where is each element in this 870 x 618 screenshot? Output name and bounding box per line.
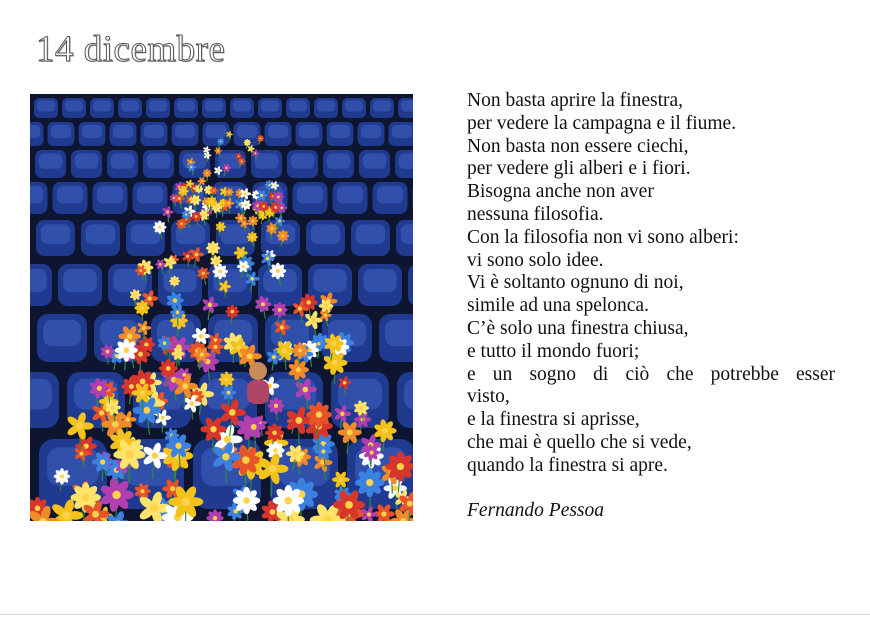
flower-center [222,202,224,204]
flower-center [278,220,281,223]
flower-center [142,326,146,330]
flower-center [99,410,104,415]
flower-center [150,504,158,512]
flower-center [366,479,373,486]
poem-line: per vedere la campagna e il fiume. [467,112,737,134]
flower-center [266,257,270,261]
flower-center [268,465,276,473]
flower-center [182,373,186,377]
poem-line: Non basta aprire la finestra, [467,90,684,111]
poem-line: che mai è quello che si vede, [467,431,692,453]
flower-center [182,190,185,193]
seat-back-highlight [111,153,135,168]
flower-center [139,269,142,272]
flower-center [274,184,276,186]
seat-back-highlight [363,269,396,292]
flower-center [180,223,183,226]
seat-back-highlight [377,186,404,204]
flower-center [97,386,102,391]
flower-center [392,485,398,491]
flower-center [324,304,328,308]
flower-center [148,296,152,300]
seat-back-highlight [37,100,55,111]
seat-back-highlight [385,320,413,346]
flower-center [219,226,222,229]
flower-center [163,341,167,345]
poem-line: C’è solo una finestra chiusa, [467,317,689,339]
seat-back-highlight [51,125,72,138]
flower-center [298,348,302,352]
seat-back-highlight [311,224,341,244]
flower-center [92,511,99,518]
flower-center [229,409,236,416]
poem-author: Fernando Pessoa [467,500,605,522]
flower-center [220,140,222,142]
flower-center [168,261,171,264]
seat-back-highlight [313,269,346,292]
seat-back-highlight [63,269,96,292]
seat-back-highlight [75,153,99,168]
flower-center [152,452,159,459]
flower-center [345,501,353,509]
flower-center [138,352,143,357]
poem-line: e tutto il mondo fuori; [467,340,640,362]
poem-line: Vi è soltanto ognuno di noi, [467,272,684,294]
flower-center [278,308,282,312]
flower-center [243,222,245,224]
seat-back-highlight [41,224,71,244]
flower-center [317,342,320,345]
flower-center [158,226,161,229]
flower-center [170,486,175,491]
flower-center [251,236,254,239]
flower-center [284,497,292,505]
flower-center [159,263,162,266]
flower-center [217,150,219,152]
seat-back-highlight [361,125,382,138]
flower-center [178,197,181,200]
flower-center [231,310,234,313]
flower-center [382,428,388,434]
flower-center [280,207,283,210]
flower-center [407,501,413,507]
flower-center [276,269,280,273]
flower-center [261,302,265,306]
flower-center [35,506,41,512]
flower-center [224,436,231,443]
flower-center [242,265,245,268]
flower-center [208,303,212,307]
flower-center [280,325,284,329]
seat-back-highlight [86,224,116,244]
flower-center [175,443,181,449]
seat-back-highlight [327,153,351,168]
seat-back-highlight [297,186,324,204]
flower-center [262,213,265,216]
flower-center [228,191,230,193]
seat-back-highlight [356,224,386,244]
flower-center [254,152,256,154]
flower-center [311,318,316,323]
seat-back-highlight [205,100,223,111]
seat-back-highlight [82,125,103,138]
seat-back-highlight [373,100,391,111]
poem-line: Bisogna anche non aver [467,181,654,203]
flower-center [223,285,226,288]
flower-center [321,449,325,453]
seat-back-highlight [317,100,335,111]
flower-center [202,214,205,217]
flower-center [303,387,309,393]
flower-center [210,200,213,203]
poem-line: e un sogno di ciò che potrebbe esser [467,363,835,385]
flower-center [206,172,208,174]
flower-center [244,192,247,195]
flower-center [262,205,265,208]
flower-center [252,220,255,223]
flower-center [143,407,150,414]
flower-center [190,161,192,163]
flower-center [332,360,338,366]
flower-center [217,169,219,171]
seat-back-highlight [401,224,413,244]
flower-center [213,516,217,520]
seat-back-highlight [268,125,289,138]
seat-back-highlight [237,125,258,138]
poem-line: nessuna filosofia. [467,203,604,225]
flower-center [199,334,203,338]
flower-center [211,246,214,249]
bottom-divider [0,614,870,615]
flower-center [295,417,302,424]
flower-center [250,148,252,150]
flower-center [340,412,344,416]
flower-center [129,384,134,389]
flower-center [347,430,353,436]
flower-center [277,196,280,199]
flower-center [210,426,216,432]
flower-center [260,194,263,197]
seat-back-highlight [175,125,196,138]
seat-back-highlight [149,100,167,111]
flower-center [270,509,276,515]
seat-back-highlight [337,186,364,204]
flower-center [190,401,194,405]
poem-line: Non basta non essere ciechi, [467,135,689,157]
seat-back-highlight [163,269,196,292]
flower-center [161,416,165,420]
flower-center [215,260,218,263]
seat-back-highlight [121,100,139,111]
figure-head [249,362,267,380]
seat-back-highlight [206,125,227,138]
flower-theater-painting [30,94,413,521]
flower-center [173,197,175,199]
flower-center [343,381,346,384]
poem-line: visto, [467,386,510,408]
flower-center [250,277,254,281]
flower-center [182,383,188,389]
flower-center [185,213,187,215]
flower-center [225,167,227,169]
flower-center [238,155,240,157]
flower-center [127,334,133,340]
flower-center [272,431,277,436]
flower-center [296,367,301,372]
poem-line: e la finestra si aprisse, [467,409,640,431]
flower-center [227,202,230,205]
flower-center [397,463,404,470]
flower-center [293,451,298,456]
flower-center [359,406,363,410]
flower-center [225,377,229,381]
seat-back-highlight [97,186,124,204]
flower-center [176,352,179,355]
flower-center [218,270,222,274]
flower-center [339,477,343,481]
flower-center [251,424,257,430]
flower-center [242,456,250,464]
flower-center [186,255,189,258]
flower-center [140,379,146,385]
flower-center [194,199,197,202]
flower-center [247,353,253,359]
flower-center [202,272,205,275]
flower-center [223,190,225,192]
flower-center [239,217,242,220]
flower-center [140,306,144,310]
flower-center [215,206,218,209]
poem [467,90,835,523]
poem-line: Con la filosofia non vi sono alberi: [467,226,739,248]
flower-center [80,452,84,456]
flower-center [62,511,70,519]
flower-center [166,366,171,371]
seat-back-highlight [363,153,387,168]
flower-center [173,298,177,302]
seat-back-highlight [399,153,413,168]
page-title: 14 dicembre [36,29,226,70]
seat-back-highlight [392,125,413,138]
seat-back-highlight [93,100,111,111]
flower-center [246,142,248,144]
seat-back-highlight [233,100,251,111]
flower-center [241,160,243,162]
flower-center [144,342,148,346]
poem-line: quando la finestra si apre. [467,454,668,476]
seat-back-highlight [401,100,413,111]
seat-back-highlight [137,186,164,204]
seat-back-highlight [291,153,315,168]
flower-center [272,355,276,359]
flower-center [190,166,192,168]
seat-back-highlight [43,320,81,346]
flower-center [245,203,248,206]
flower-center [194,253,198,257]
illustration [30,94,413,521]
flower-center [243,497,250,504]
seat-back-highlight [345,100,363,111]
flower-center [227,391,231,395]
flower-center [274,404,278,408]
flower-center [367,512,371,516]
flower-center [140,390,145,395]
flower-center [100,459,105,464]
flower-center [222,453,229,460]
flower-center [208,189,210,191]
flower-center [381,511,386,516]
poem-line: per vedere gli alberi e i fiori. [467,158,691,180]
flower-center [126,417,130,421]
flower-center [140,489,144,493]
flower-center [260,138,262,140]
flower-center [206,149,208,151]
flower-center [134,293,137,296]
flower-center [268,184,270,186]
flower-center [182,498,190,506]
flower-center [273,448,277,452]
seat-back-highlight [113,125,134,138]
flower-center [112,491,120,499]
seat-back-highlight [330,125,351,138]
seat-back-highlight [289,100,307,111]
flower-center [213,189,215,191]
flower-center [213,345,217,349]
flower-center [201,180,203,182]
flower-center [123,347,129,353]
flower-center [298,307,302,311]
seat-back-highlight [65,100,83,111]
seat-back-highlight [144,125,165,138]
poem-line: simile ad una spelonca. [467,295,649,317]
flower-center [189,183,191,185]
flower-center [282,348,287,353]
seat-back-highlight [299,125,320,138]
flower-center [370,451,374,455]
seat-back-highlight [30,269,47,292]
seat-back-highlight [261,100,279,111]
seat-back-highlight [255,153,279,168]
flower-center [239,251,242,254]
seat-back-highlight [177,100,195,111]
seat-back-highlight [30,379,52,410]
flower-center [324,314,327,317]
flower-center [271,227,274,230]
flower-center [200,353,204,357]
seat-back-highlight [147,153,171,168]
flower-center [82,494,89,501]
seat-back-highlight [30,186,43,204]
flower-center [239,192,241,194]
flower-center [106,350,110,354]
seat-back-highlight [30,125,40,138]
flower-center [60,474,64,478]
flower-center [111,406,115,410]
flower-center [206,154,208,156]
flower-center [331,341,336,346]
flower-center [228,133,230,135]
theater-seat [408,264,413,306]
seat-back-highlight [39,153,63,168]
seat-back-highlight [57,186,84,204]
flower-center [173,280,176,283]
flower-center [76,423,83,430]
flower-center [125,451,133,459]
poem-line: vi sono solo idee. [467,249,604,271]
figure-body [247,380,269,404]
flower-center [281,234,284,237]
flower-center [166,211,169,214]
flower-center [195,215,198,218]
flower-center [316,412,322,418]
flower-center [112,421,119,428]
flower-center [176,311,180,315]
flower-center [306,300,310,304]
